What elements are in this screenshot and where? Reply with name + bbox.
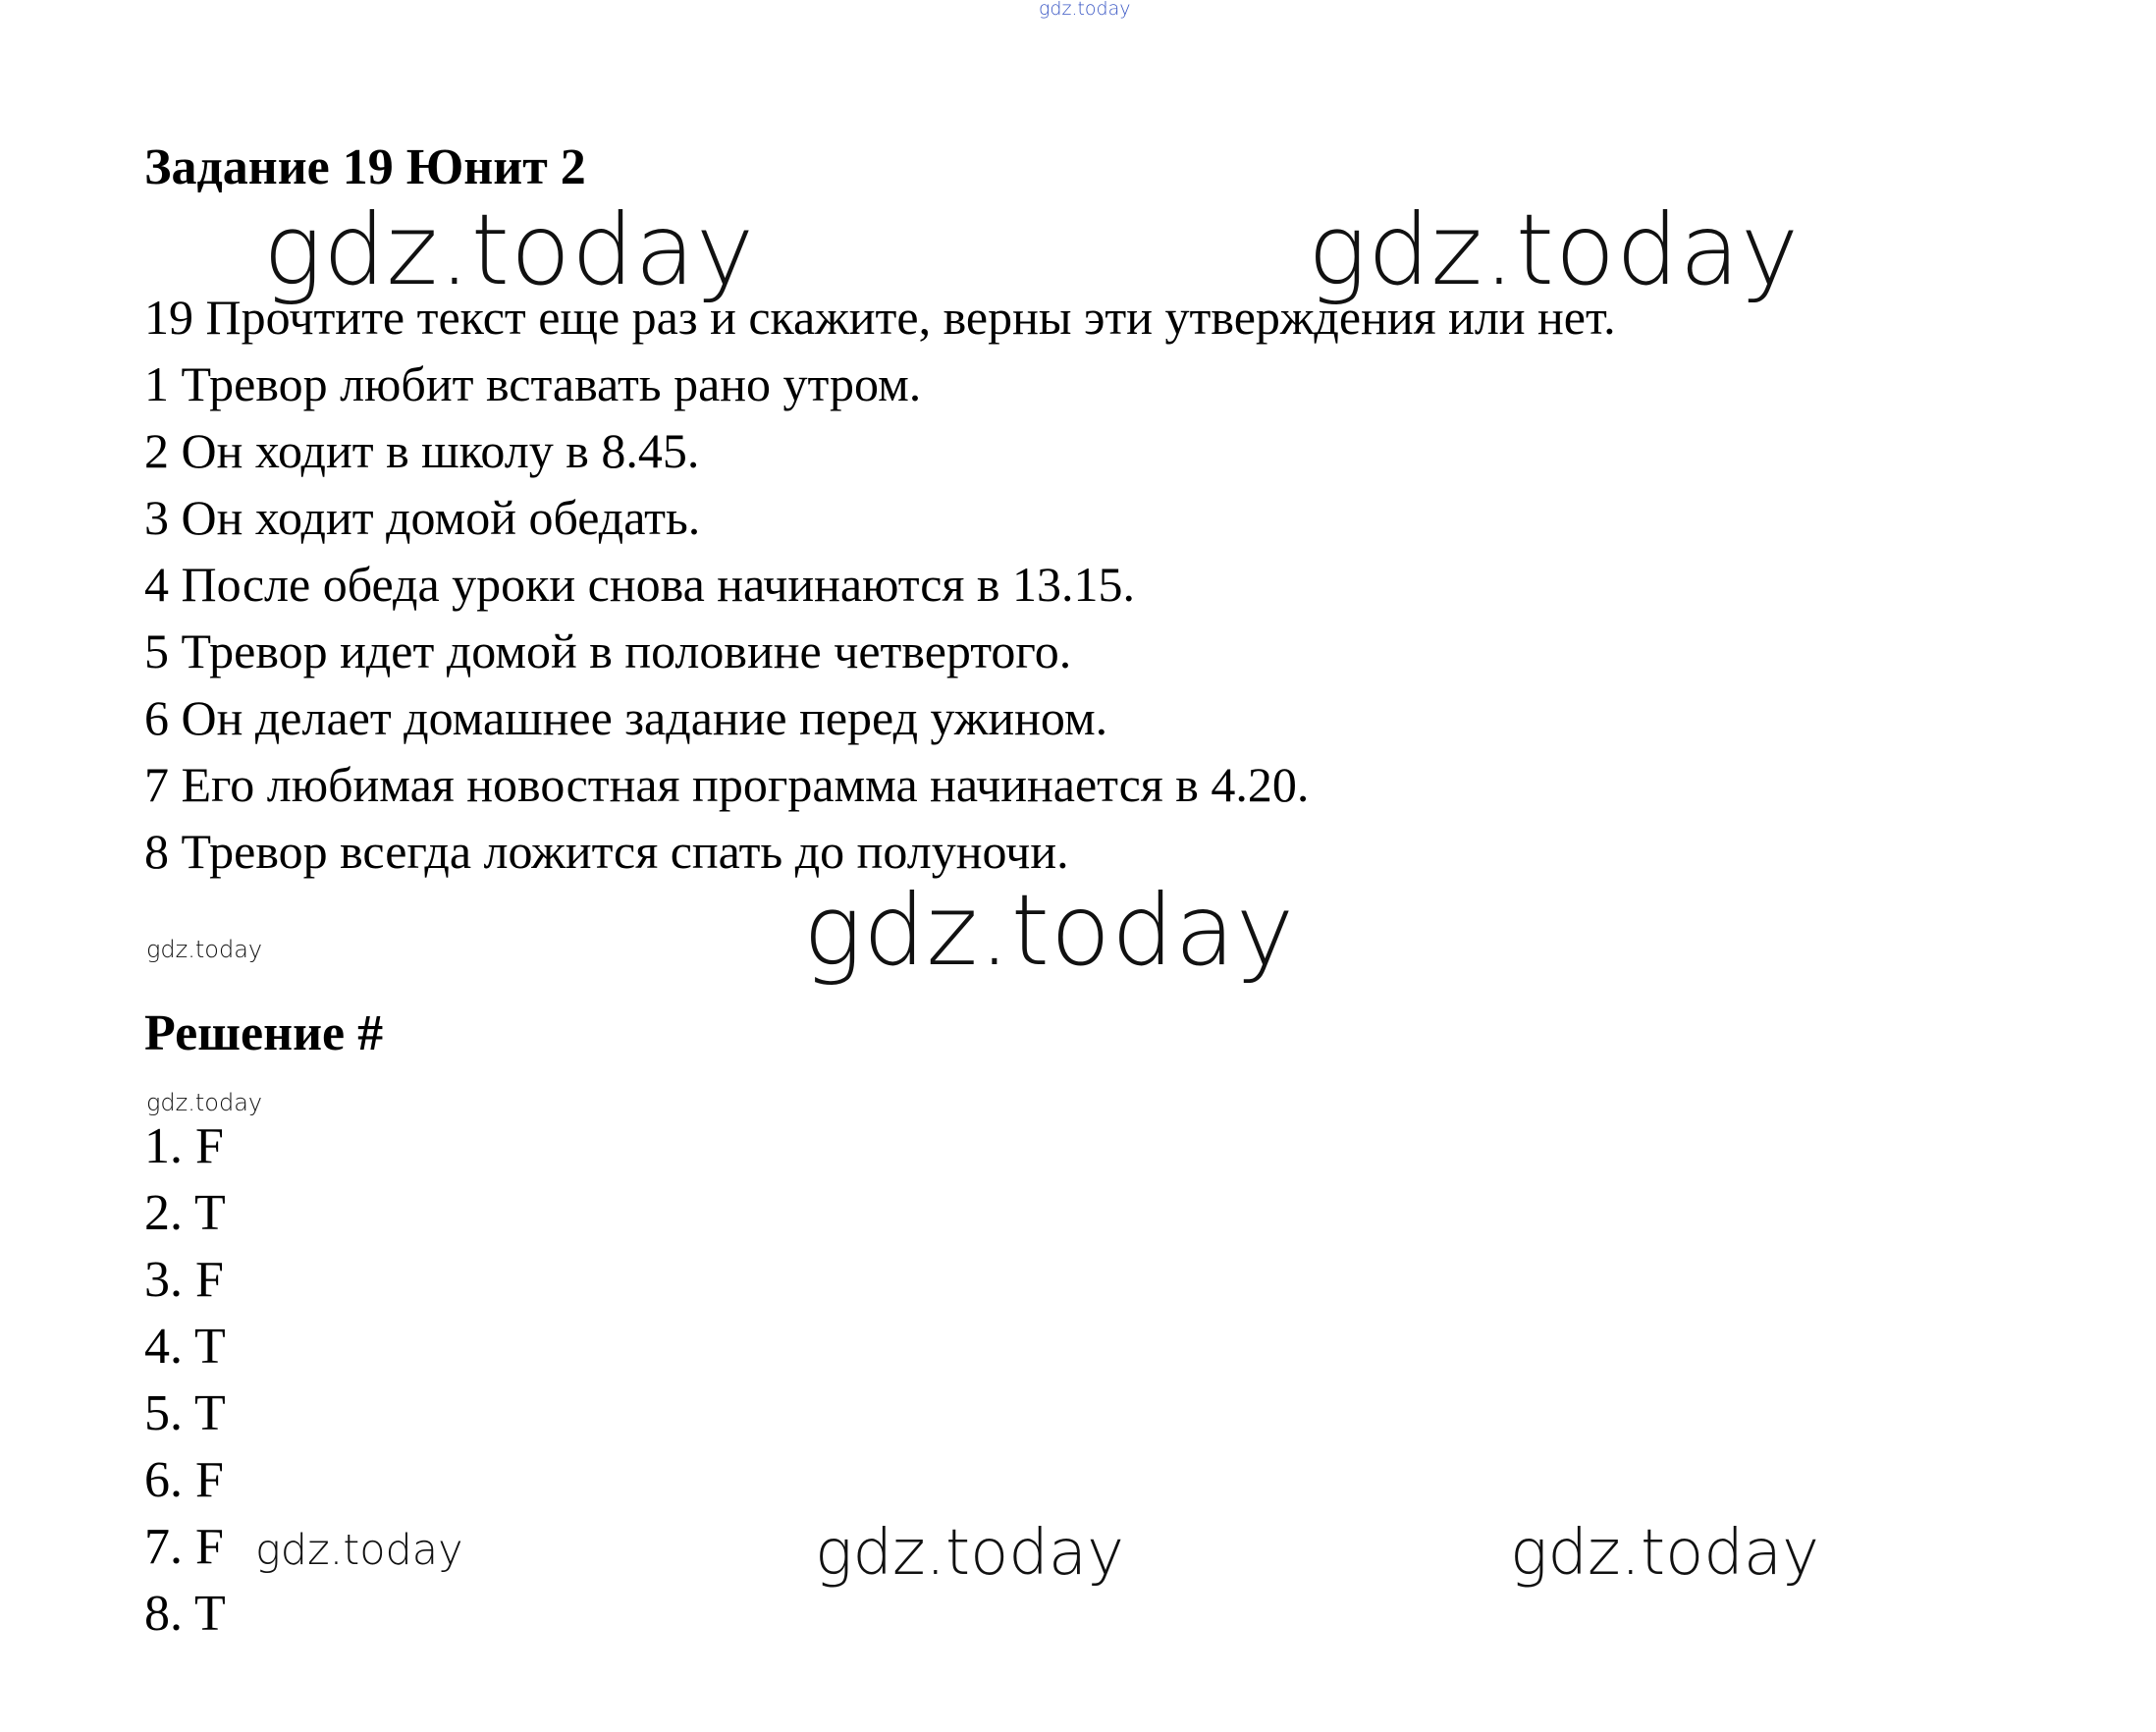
answer-6: 6. F bbox=[144, 1452, 224, 1508]
statement-3: 3 Он ходит домой обедать. bbox=[144, 490, 701, 545]
answer-2: 2. T bbox=[144, 1185, 226, 1241]
answer-3: 3. F bbox=[144, 1252, 224, 1308]
watermark-small-2: gdz.today bbox=[146, 1089, 263, 1116]
watermark-large-left: gdz.today bbox=[263, 192, 756, 307]
answer-5: 5. T bbox=[144, 1385, 226, 1441]
answer-7: 7. F bbox=[144, 1519, 224, 1575]
statement-8: 8 Тревор всегда ложится спать до полуночи. bbox=[144, 824, 1069, 879]
watermark-top: gdz.today bbox=[1039, 0, 1131, 20]
answer-1: 1. F bbox=[144, 1118, 224, 1174]
watermark-small-3: gdz.today bbox=[255, 1526, 463, 1575]
statement-1: 1 Тревор любит вставать рано утром. bbox=[144, 356, 922, 411]
statement-4: 4 После обеда уроки снова начинаются в 13.15. bbox=[144, 557, 1136, 612]
solution-title: Решение # bbox=[144, 1005, 384, 1061]
task-title: Задание 19 Юнит 2 bbox=[144, 139, 586, 195]
statement-7: 7 Его любимая новостная программа начинается в 4.20. bbox=[144, 757, 1310, 812]
statement-5: 5 Тревор идет домой в половине четвертого. bbox=[144, 623, 1072, 678]
answer-8: 8. T bbox=[144, 1586, 226, 1642]
watermark-large-center: gdz.today bbox=[803, 873, 1296, 988]
watermark-small-1: gdz.today bbox=[146, 936, 263, 963]
watermark-large-right: gdz.today bbox=[1308, 192, 1801, 307]
watermark-medium-2: gdz.today bbox=[1510, 1517, 1819, 1590]
task-instruction: 19 Прочтите текст еще раз и скажите, верны эти утверждения или нет. bbox=[144, 290, 1616, 345]
statement-2: 2 Он ходит в школу в 8.45. bbox=[144, 423, 700, 478]
statement-6: 6 Он делает домашнее задание перед ужином. bbox=[144, 690, 1108, 745]
watermark-medium-1: gdz.today bbox=[815, 1517, 1124, 1590]
answer-4: 4. T bbox=[144, 1319, 226, 1375]
